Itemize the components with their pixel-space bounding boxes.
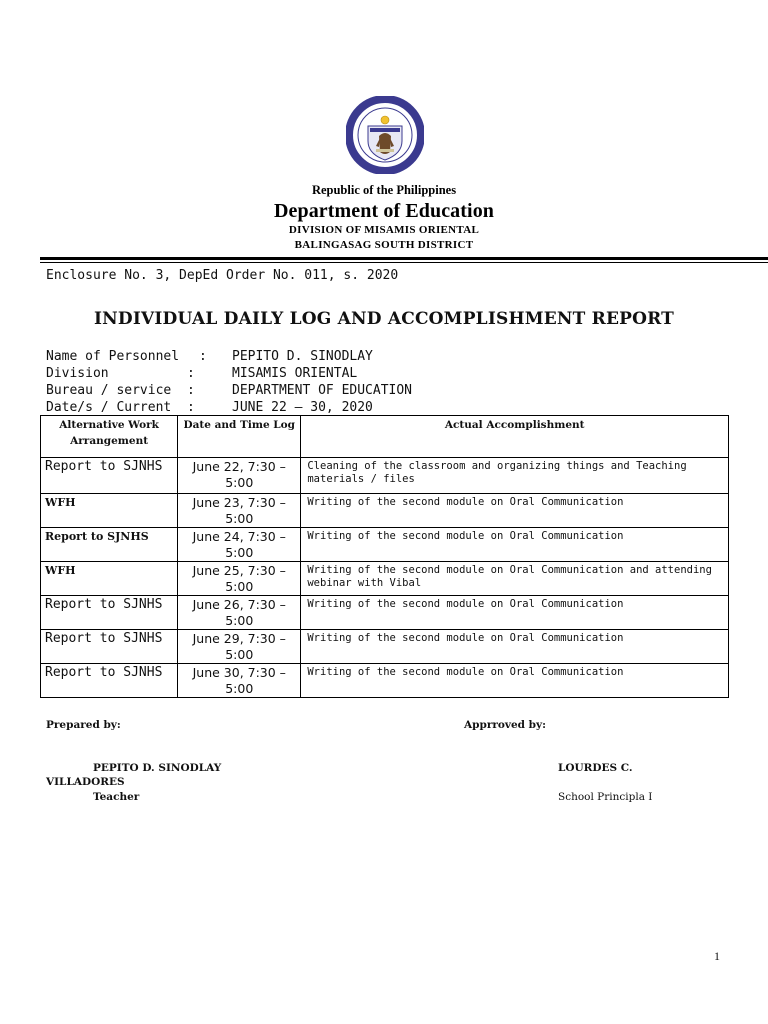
table-row (41, 664, 729, 698)
info-value-division: MISAMIS ORIENTAL (232, 366, 358, 381)
row-arrangement: Report to SJNHS (41, 630, 178, 664)
prepared-by-label: Prepared by: (46, 719, 121, 731)
row-arrangement: WFH (41, 494, 178, 528)
table-row (41, 630, 729, 664)
row-accomplishment: Writing of the second module on Oral Communication (301, 664, 729, 698)
row-arrangement: Report to SJNHS (41, 528, 178, 562)
row-arrangement: Report to SJNHS (41, 664, 178, 698)
table-row (41, 528, 729, 562)
table-header-row (41, 416, 729, 458)
header-date-time: Date and Time Log (178, 416, 301, 458)
info-label-division: Division (46, 366, 109, 381)
prepared-name-line2: VILLADORES (46, 776, 125, 788)
table-row (41, 494, 729, 528)
row-accomplishment: Writing of the second module on Oral Communication (301, 494, 729, 528)
header-arrangement: Alternative Work Arrangement (41, 416, 178, 458)
info-label-bureau: Bureau / service (46, 383, 172, 398)
row-date-time: June 30, 7:30 – 5:00 (178, 664, 301, 698)
row-accomplishment: Writing of the second module on Oral Communication (301, 630, 729, 664)
daily-log-table (40, 415, 729, 698)
info-value-name: PEPITO D. SINODLAY (232, 349, 373, 364)
prepared-position: Teacher (93, 791, 140, 803)
table-row (41, 596, 729, 630)
info-colon-division: : (187, 366, 195, 381)
info-value-bureau: DEPARTMENT OF EDUCATION (232, 383, 413, 398)
row-date-time: June 23, 7:30 – 5:00 (178, 494, 301, 528)
header-accomplishment: Actual Accomplishment (301, 416, 729, 458)
prepared-name-line1: PEPITO D. SINODLAY (93, 762, 222, 774)
row-date-time: June 25, 7:30 – 5:00 (178, 562, 301, 596)
header-rule-thin (40, 262, 768, 263)
info-label-name: Name of Personnel (46, 349, 180, 364)
row-accomplishment: Writing of the second module on Oral Communication (301, 528, 729, 562)
row-accomplishment: Writing of the second module on Oral Communication (301, 596, 729, 630)
report-title: INDIVIDUAL DAILY LOG AND ACCOMPLISHMENT REPORT (94, 309, 674, 329)
row-date-time: June 29, 7:30 – 5:00 (178, 630, 301, 664)
info-colon-dates: : (187, 400, 195, 415)
approved-by-label: Apprroved by: (464, 719, 546, 731)
row-arrangement: Report to SJNHS (41, 596, 178, 630)
table-row (41, 458, 729, 494)
approved-position: School Principla I (558, 791, 653, 803)
row-date-time: June 22, 7:30 – 5:00 (178, 458, 301, 494)
page-number: 1 (714, 949, 720, 963)
district-heading: BALINGASAG SOUTH DISTRICT (294, 239, 474, 251)
row-arrangement: Report to SJNHS (41, 458, 178, 494)
division-heading: DIVISION OF MISAMIS ORIENTAL (288, 224, 480, 236)
info-colon-bureau: : (187, 383, 195, 398)
row-date-time: June 24, 7:30 – 5:00 (178, 528, 301, 562)
row-date-time: June 26, 7:30 – 5:00 (178, 596, 301, 630)
info-colon-name: : (199, 349, 207, 364)
enclosure-reference: Enclosure No. 3, DepEd Order No. 011, s. 2020 (46, 268, 399, 283)
header-rule-thick (40, 257, 768, 260)
table-row (41, 562, 729, 596)
department-heading: Department of Education (273, 200, 495, 222)
info-value-dates: JUNE 22 – 30, 2020 (232, 400, 373, 415)
republic-heading: Republic of the Philippines (311, 183, 457, 197)
row-arrangement: WFH (41, 562, 178, 596)
deped-seal-icon (346, 96, 424, 174)
info-label-dates: Date/s / Current (46, 400, 172, 415)
approved-name: LOURDES C. (558, 762, 633, 774)
row-accomplishment: Writing of the second module on Oral Communication and attending webinar with Vibal (301, 562, 729, 596)
row-accomplishment: Cleaning of the classroom and organizing things and Teaching materials / files (301, 458, 729, 494)
